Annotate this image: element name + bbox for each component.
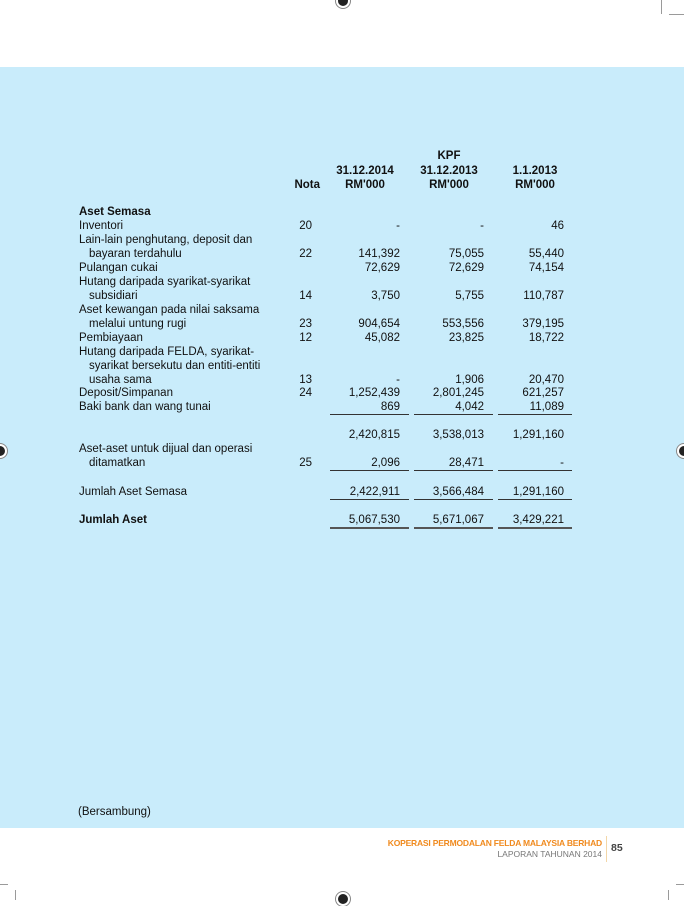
row-label: Inventori (79, 220, 124, 232)
total-current-value: 1,291,160 (512, 486, 564, 498)
continued-label: (Bersambung) (78, 806, 151, 818)
registration-mark-icon (336, 892, 350, 906)
row-nota: 22 (299, 248, 312, 260)
row-value: 553,556 (442, 318, 484, 330)
row-value: 379,195 (522, 318, 564, 330)
row-value: 2,801,245 (432, 387, 484, 399)
crop-mark (669, 14, 684, 15)
underline (498, 470, 572, 471)
underline (414, 414, 493, 415)
row-value: 55,440 (528, 248, 564, 260)
total-assets-value: 5,067,530 (348, 514, 400, 526)
column-date-header: 1.1.2013 (512, 165, 558, 177)
total-current-value: 2,422,911 (349, 486, 400, 498)
row-label: ditamatkan (89, 457, 146, 469)
total-assets-value: 5,671,067 (432, 514, 484, 526)
row-label: Deposit/Simpanan (79, 387, 173, 399)
row-value: - (480, 220, 484, 232)
row-value: 18,722 (528, 332, 564, 344)
row-label: melalui untung rugi (89, 318, 187, 330)
footer-report-title: LAPORAN TAHUNAN 2014 (497, 849, 602, 859)
underline (414, 470, 493, 471)
row-label: Pulangan cukai (79, 262, 158, 274)
row-label: Baki bank dan wang tunai (79, 401, 211, 413)
column-date-header: 31.12.2014 (336, 165, 394, 177)
registration-mark-icon (677, 444, 684, 458)
underline (498, 414, 572, 415)
underline (498, 499, 572, 500)
row-label: subsidiari (89, 290, 138, 302)
footer-organization: KOPERASI PERMODALAN FELDA MALAYSIA BERHAD (387, 838, 602, 848)
row-label: usaha sama (89, 374, 152, 386)
row-nota: 25 (299, 457, 312, 469)
row-label: Hutang daripada FELDA, syarikat- (79, 346, 255, 358)
row-label: Aset kewangan pada nilai saksama (79, 304, 260, 316)
column-date-header: 31.12.2013 (420, 165, 478, 177)
row-nota: 12 (299, 332, 312, 344)
total-current-value: 3,566,484 (432, 486, 484, 498)
row-value: 110,787 (523, 290, 564, 302)
row-nota: 20 (299, 220, 312, 232)
row-value: - (396, 374, 400, 386)
row-value: 5,755 (455, 290, 484, 302)
column-unit-header: RM'000 (515, 179, 555, 191)
underline (330, 470, 409, 471)
row-value: 621,257 (522, 387, 564, 399)
crop-mark (15, 890, 16, 900)
group-header: KPF (437, 150, 461, 162)
total-assets-value: 3,429,221 (512, 514, 564, 526)
nota-header: Nota (294, 179, 320, 191)
subtotal-value: 1,291,160 (512, 429, 564, 441)
row-value: 20,470 (528, 374, 564, 386)
total-current-label: Jumlah Aset Semasa (79, 486, 188, 498)
row-value: 2,096 (371, 457, 400, 469)
row-value: 869 (380, 401, 400, 413)
row-value: 75,055 (448, 248, 484, 260)
section-title: Aset Semasa (79, 206, 151, 218)
total-assets-label: Jumlah Aset (79, 514, 147, 526)
row-value: 28,471 (448, 457, 484, 469)
row-label: Aset-aset untuk dijual dan operasi (79, 443, 253, 455)
row-value: 74,154 (528, 262, 564, 274)
row-nota: 13 (299, 374, 312, 386)
page-number: 85 (611, 842, 623, 854)
row-value: 45,082 (364, 332, 400, 344)
row-value: - (396, 220, 400, 232)
row-value: 46 (551, 220, 564, 232)
row-label: Lain-lain penghutang, deposit dan (79, 234, 253, 246)
row-value: - (560, 457, 564, 469)
double-underline (330, 527, 409, 529)
column-unit-header: RM'000 (345, 179, 385, 191)
row-value: 3,750 (371, 290, 400, 302)
crop-mark (676, 884, 684, 885)
row-label: Hutang daripada syarikat-syarikat (79, 276, 251, 288)
row-value: 141,392 (358, 248, 400, 260)
underline (414, 499, 493, 500)
double-underline (498, 527, 572, 529)
row-value: 72,629 (448, 262, 484, 274)
crop-mark (0, 884, 8, 885)
underline (330, 499, 409, 500)
row-value: 72,629 (364, 262, 400, 274)
row-nota: 24 (299, 387, 312, 399)
row-value: 1,906 (455, 374, 484, 386)
row-label: syarikat bersekutu dan entiti-entiti (89, 360, 261, 372)
row-value: 904,654 (358, 318, 400, 330)
row-value: 23,825 (448, 332, 484, 344)
subtotal-value: 2,420,815 (348, 429, 400, 441)
footer-divider (606, 836, 607, 862)
subtotal-value: 3,538,013 (432, 429, 484, 441)
row-value: 1,252,439 (348, 387, 400, 399)
row-nota: 14 (299, 290, 312, 302)
row-value: 4,042 (455, 401, 484, 413)
row-nota: 23 (299, 318, 312, 330)
crop-mark (668, 890, 669, 900)
row-value: 11,089 (529, 401, 564, 413)
row-label: Pembiayaan (79, 332, 143, 344)
registration-mark-icon (336, 0, 350, 8)
underline (330, 414, 409, 415)
column-unit-header: RM'000 (429, 179, 469, 191)
row-label: bayaran terdahulu (89, 248, 182, 260)
crop-mark (661, 0, 662, 14)
double-underline (414, 527, 493, 529)
